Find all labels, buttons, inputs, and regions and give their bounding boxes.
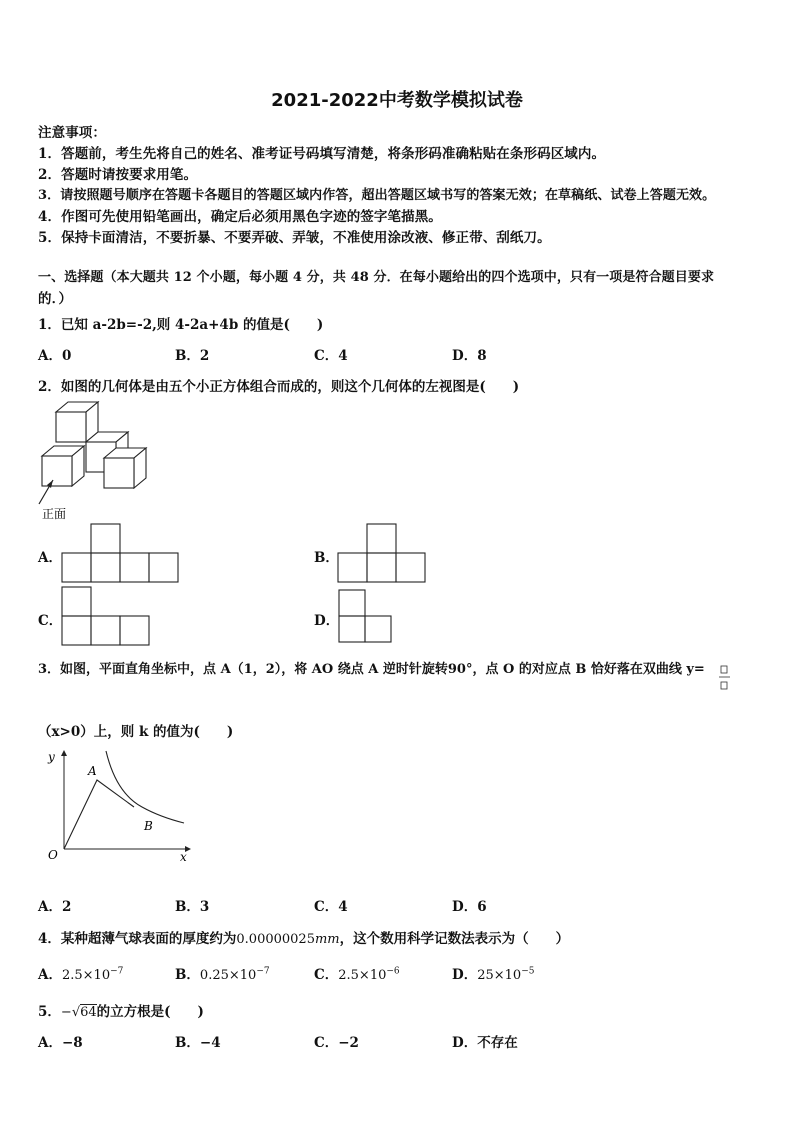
q5-stem-prefix: 5． bbox=[38, 1004, 61, 1020]
front-label: 正面 bbox=[42, 507, 67, 521]
q5-minus: − bbox=[60, 1005, 72, 1020]
notice-item: 2．答题时请按要求用笔。 bbox=[38, 167, 198, 183]
q2-option-a-figure bbox=[60, 522, 182, 584]
notice-heading: 注意事项： bbox=[38, 125, 106, 141]
point-a-label: A bbox=[88, 764, 97, 778]
notice-item: 1．答题前，考生先将自己的姓名、准考证号码填写清楚，将条形码准确粘贴在条形码区域内。 bbox=[38, 146, 606, 162]
sqrt-symbol: √ bbox=[71, 1005, 81, 1020]
q4-stem-value: 0.00000025 bbox=[236, 932, 315, 947]
question-1-stem: 1．已知 a-2b=-2,则 4-2a+4b 的值是( ) bbox=[38, 317, 324, 333]
q2-solid-figure bbox=[36, 398, 148, 522]
q4-option-b-exp: −7 bbox=[256, 966, 270, 977]
q3-option-b: B．3 bbox=[175, 899, 210, 915]
question-4-stem bbox=[38, 927, 569, 947]
q5-option-a: A．−8 bbox=[38, 1035, 83, 1051]
notice-item: 3．请按照题号顺序在答题卡各题目的答题区域内作答，超出答题区域书写的答案无效；在草稿纸、试卷上答题无效。 bbox=[38, 188, 716, 203]
q5-option-b: B．−4 bbox=[175, 1035, 221, 1051]
question-3-stem-cont: （x>0）上，则 k 的值为( ) bbox=[38, 724, 234, 740]
q4-option-b-label: B． bbox=[175, 967, 200, 983]
q4-option-c-mantissa: 2.5×10 bbox=[338, 968, 387, 983]
fraction-k-over-x bbox=[718, 664, 732, 694]
q4-option-a bbox=[38, 963, 123, 983]
q4-stem-unit: mm bbox=[314, 932, 340, 947]
question-3-stem: 3．如图，平面直角坐标中，点 A（1，2），将 AO 绕点 A 逆时针旋转90°，点 O 的对应点 B 恰好落在双曲线 y= bbox=[38, 662, 705, 677]
q4-option-d-label: D． bbox=[452, 967, 478, 983]
q5-stem-suffix: 的立方根是( ) bbox=[96, 1004, 204, 1020]
x-axis-label: x bbox=[180, 850, 187, 864]
q4-option-d bbox=[452, 963, 534, 983]
q2-option-a-label: A． bbox=[38, 550, 62, 566]
point-b-label: B bbox=[144, 819, 153, 833]
origin-label: O bbox=[48, 848, 58, 862]
q4-stem-suffix: ，这个数用科学记数法表示为（ ） bbox=[339, 931, 570, 947]
question-5-stem bbox=[38, 1000, 204, 1020]
q3-option-c: C．4 bbox=[314, 899, 348, 915]
q4-option-d-mantissa: 25×10 bbox=[477, 968, 522, 983]
q1-option-a: A．0 bbox=[38, 348, 72, 364]
q1-option-b: B．2 bbox=[175, 348, 210, 364]
q2-option-d-figure bbox=[337, 588, 397, 646]
page-title: 2021-2022中考数学模拟试卷 bbox=[271, 90, 523, 111]
q3-option-a: A．2 bbox=[38, 899, 72, 915]
y-axis-label: y bbox=[48, 750, 55, 764]
q4-option-a-exp: −7 bbox=[110, 966, 124, 977]
q2-option-b-figure bbox=[336, 522, 430, 584]
q4-stem-prefix: 4．某种超薄气球表面的厚度约为 bbox=[38, 931, 237, 947]
q1-option-c: C．4 bbox=[314, 348, 348, 364]
q4-option-c-label: C． bbox=[314, 967, 339, 983]
q4-option-b-mantissa: 0.25×10 bbox=[199, 968, 257, 983]
q2-option-d-label: D． bbox=[314, 613, 340, 629]
q2-option-c-figure bbox=[60, 585, 154, 647]
q4-option-c bbox=[314, 963, 400, 983]
q4-option-a-label: A． bbox=[38, 967, 62, 983]
section-heading-cont: 的．） bbox=[38, 291, 73, 307]
question-2-stem: 2．如图的几何体是由五个小正方体组合而成的，则这个几何体的左视图是( ) bbox=[38, 379, 520, 395]
q1-option-d: D．8 bbox=[452, 348, 487, 364]
q2-option-b-label: B． bbox=[314, 550, 339, 566]
q4-option-d-exp: −5 bbox=[521, 966, 535, 977]
q4-option-a-mantissa: 2.5×10 bbox=[61, 968, 111, 983]
q3-coordinate-figure bbox=[38, 745, 198, 867]
notice-item: 5．保持卡面清洁，不要折暴、不要弄破、弄皱，不准使用涂改液、修正带、刮纸刀。 bbox=[38, 230, 551, 246]
q2-option-c-label: C． bbox=[38, 613, 63, 629]
q4-option-b bbox=[175, 963, 270, 983]
q3-option-d: D．6 bbox=[452, 899, 487, 915]
q5-radicand: 64 bbox=[80, 1005, 97, 1020]
notice-item: 4．作图可先使用铅笔画出，确定后必须用黑色字迹的签字笔描黑。 bbox=[38, 209, 442, 225]
q4-option-c-exp: −6 bbox=[386, 966, 400, 977]
q5-option-d: D．不存在 bbox=[452, 1035, 518, 1051]
q5-option-c: C．−2 bbox=[314, 1035, 359, 1051]
section-heading: 一、选择题（本大题共 12 个小题，每小题 4 分，共 48 分．在每小题给出的四个选项中，只有一项是符合题目要求 bbox=[38, 270, 715, 285]
